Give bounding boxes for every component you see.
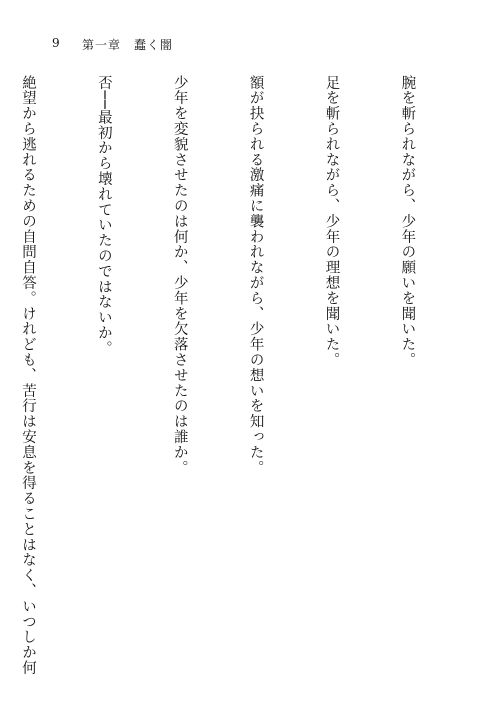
text-line: 足を斬られながら、少年の理想を聞いた。 [323, 75, 340, 368]
text-line: 額が抉られる激痛に襲われながら、少年の想いを知った。 [247, 75, 264, 476]
running-header: 第一章 蠢く闇 [82, 38, 174, 52]
text-line: 腕を斬られながら、少年の願いを聞いた。 [399, 75, 416, 368]
text-line: 否──最初から壊れていたのではないか。 [95, 75, 112, 357]
page-number: 9 [52, 36, 60, 50]
text-line: 少年を変貌させたのは何か、少年を欠落させたのは誰か。 [171, 75, 188, 476]
body-text [0, 75, 470, 675]
text-line: 絶望から逃れるための自問自答。けれども、苦行は安息を得ることはなく、いつしか何 [19, 75, 36, 676]
